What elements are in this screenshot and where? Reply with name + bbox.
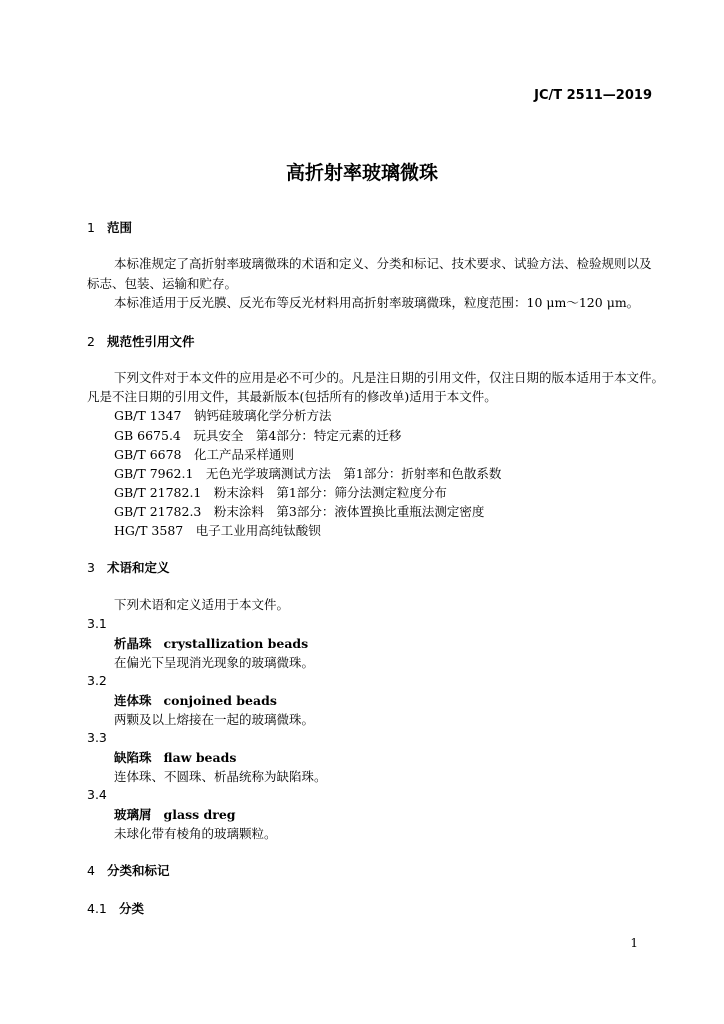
reference-item: GB/T 21782.1 粉末涂料 第1部分：筛分法测定粒度分布 xyxy=(114,485,447,500)
reference-item: GB/T 7962.1 无色光学玻璃测试方法 第1部分：折射率和色散系数 xyxy=(114,466,502,481)
section-number: 1 xyxy=(87,220,95,235)
section-title: 分类和标记 xyxy=(107,863,170,878)
section-number: 4 xyxy=(87,863,95,878)
scope-paragraph-line: 本标准规定了高折射率玻璃微珠的术语和定义、分类和标记、技术要求、试验方法、检验规则以及 xyxy=(114,256,652,271)
section-heading-references xyxy=(87,332,195,350)
term-en: conjoined beads xyxy=(163,693,277,708)
term-zh: 玻璃屑 xyxy=(114,807,152,822)
term-definition: 两颗及以上熔接在一起的玻璃微珠。 xyxy=(114,712,315,727)
term-number: 3.3 xyxy=(87,730,107,745)
references-intro-line: 凡是不注日期的引用文件，其最新版本(包括所有的修改单)适用于本文件。 xyxy=(87,389,497,404)
reference-item: GB/T 6678 化工产品采样通则 xyxy=(114,447,295,462)
standard-code: JC/T 2511—2019 xyxy=(534,88,652,103)
term-number: 3.1 xyxy=(87,616,107,631)
term-zh: 析晶珠 xyxy=(114,636,152,651)
reference-item: HG/T 3587 电子工业用高纯钛酸钡 xyxy=(114,523,321,538)
term-name xyxy=(114,805,236,823)
section-heading-scope xyxy=(87,218,132,236)
term-en: glass dreg xyxy=(163,807,236,822)
subsection-title: 分类 xyxy=(119,901,145,916)
term-en: flaw beads xyxy=(163,750,237,765)
term-zh: 缺陷珠 xyxy=(114,750,152,765)
term-en: crystallization beads xyxy=(163,636,309,651)
term-number: 3.2 xyxy=(87,673,107,688)
scope-paragraph-line: 标志、包装、运输和贮存。 xyxy=(87,276,238,291)
term-definition: 未球化带有棱角的玻璃颗粒。 xyxy=(114,826,277,841)
term-number: 3.4 xyxy=(87,787,107,802)
term-definition: 连体珠、不圆珠、析晶统称为缺陷珠。 xyxy=(114,769,327,784)
subsection-heading-classification xyxy=(87,899,144,917)
section-title: 范围 xyxy=(107,220,133,235)
scope-paragraph: 本标准适用于反光膜、反光布等反光材料用高折射率玻璃微珠，粒度范围：10 μm～120 μm。 xyxy=(114,295,640,310)
section-number: 3 xyxy=(87,560,95,575)
section-heading-classification xyxy=(87,861,170,879)
reference-item: GB/T 1347 钠钙硅玻璃化学分析方法 xyxy=(114,408,332,423)
references-intro-line: 下列文件对于本文件的应用是必不可少的。凡是注日期的引用文件，仅注日期的版本适用于本文件。 xyxy=(114,370,665,385)
section-title: 术语和定义 xyxy=(107,560,170,575)
section-heading-terms xyxy=(87,558,170,576)
page-number: 1 xyxy=(630,936,638,950)
term-name xyxy=(114,691,277,709)
section-number: 2 xyxy=(87,334,95,349)
term-definition: 在偏光下呈现消光现象的玻璃微珠。 xyxy=(114,655,315,670)
document-title: 高折射率玻璃微珠 xyxy=(285,162,438,184)
terms-intro: 下列术语和定义适用于本文件。 xyxy=(114,597,290,612)
term-name xyxy=(114,634,308,652)
term-zh: 连体珠 xyxy=(114,693,152,708)
subsection-number: 4.1 xyxy=(87,901,107,916)
term-name xyxy=(114,748,236,766)
reference-item: GB/T 21782.3 粉末涂料 第3部分：液体置换比重瓶法测定密度 xyxy=(114,504,485,519)
section-title: 规范性引用文件 xyxy=(107,334,195,349)
reference-item: GB 6675.4 玩具安全 第4部分：特定元素的迁移 xyxy=(114,428,402,443)
